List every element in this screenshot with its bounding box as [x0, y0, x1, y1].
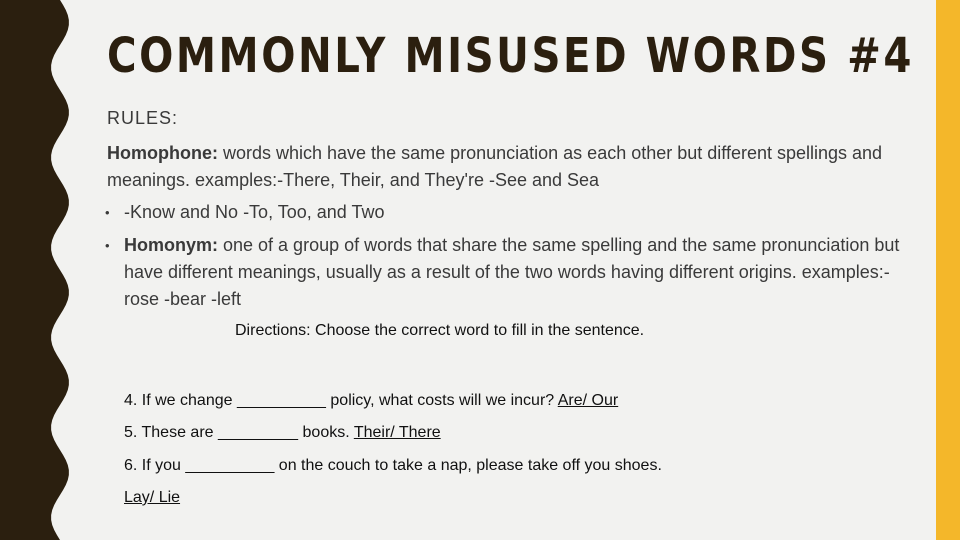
homophone-paragraph: [107, 140, 897, 194]
homonym-definition: one of a group of words that share the same spelling and the same pronunciation but have different meanings, usually as a result of the two words having different origins. examples:-rose -bear -left: [124, 235, 900, 309]
list-item: [107, 199, 907, 226]
question-6-text: 6. If you __________ on the couch to take a nap, please take off you shoes.: [124, 457, 662, 474]
rules-heading: RULES:: [107, 108, 179, 128]
slide-title: COMMONLY MISUSED WORDS #4: [107, 28, 914, 84]
slide-content: [105, 0, 914, 540]
bullet-list: [107, 199, 907, 319]
homonym-term: Homonym:: [124, 235, 218, 255]
question-5: [124, 424, 441, 442]
question-6-answer-row: [124, 489, 180, 507]
question-6-answer: Lay/ Lie: [124, 489, 181, 506]
question-4: [124, 392, 618, 410]
accent-bar: [936, 0, 960, 540]
homophone-definition: words which have the same pronunciation as each other but different spellings and meanings. examples:-There, Their, and They're -See and Sea: [107, 143, 883, 190]
question-5-answer: Their/ There: [353, 424, 441, 441]
question-4-answer: Are/ Our: [557, 392, 619, 409]
homophone-term: Homophone:: [107, 143, 218, 163]
know-no-examples: -Know and No -To, Too, and Two: [124, 202, 385, 222]
question-4-text: 4. If we change __________ policy, what costs will we incur?: [124, 392, 558, 409]
bullet-icon: •: [105, 205, 110, 220]
question-6: [124, 457, 662, 475]
bullet-icon: •: [105, 238, 110, 253]
directions-text: Directions: Choose the correct word to fill in the sentence.: [235, 322, 645, 339]
list-item: [107, 232, 907, 313]
question-5-text: 5. These are _________ books.: [124, 424, 354, 441]
